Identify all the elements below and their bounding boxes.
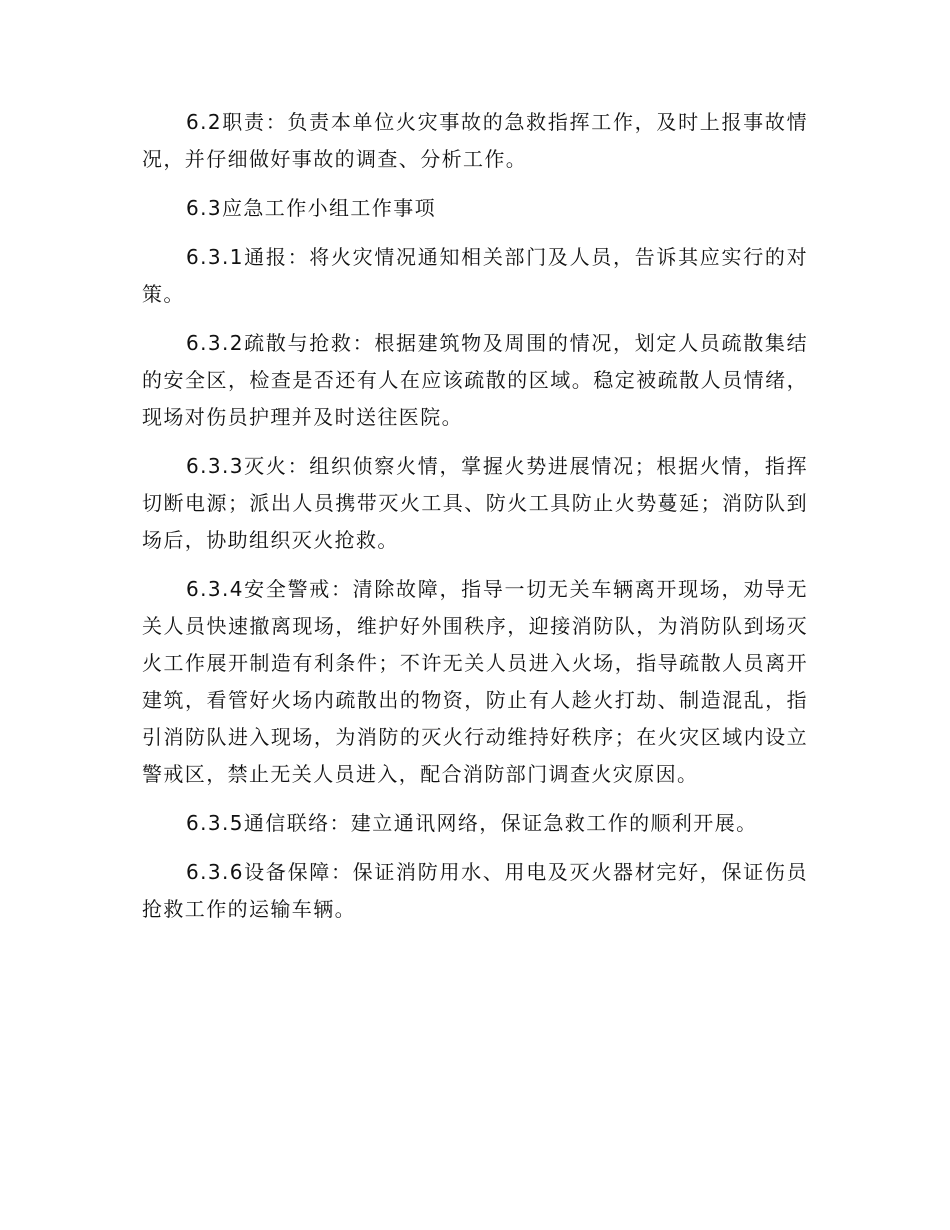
paragraph-6-3-4-security: 6.3.4安全警戒：清除故障，指导一切无关车辆离开现场，劝导无关人员快速撤离现场，维护好外围秩序，迎接消防队，为消防队到场灭火工作展开制造有利条件；不许无关人员进入火场，指导疏散人员离开建筑，看管好火场内疏散出的物资，防止有人趁火打劫、制造混乱，指引消防队进入现场，为消防的灭火行动维持好秩序；在火灾区域内设立警戒区，禁止无关人员进入，配合消防部门调查火灾原因。 xyxy=(142,577,808,786)
paragraph-6-3-heading: 6.3应急工作小组工作事项 xyxy=(186,196,437,220)
document-body xyxy=(142,104,808,940)
paragraph-6-3-3-firefighting: 6.3.3灭火：组织侦察火情，掌握火势进展情况；根据火情，指挥切断电源；派出人员携带灭火工具、防火工具防止火势蔓延；消防队到场后，协助组织灭火抢救。 xyxy=(142,454,808,552)
paragraph-6-2-duties: 6.2职责：负责本单位火灾事故的急救指挥工作，及时上报事故情况，并仔细做好事故的调查、分析工作。 xyxy=(142,110,808,171)
paragraph-6-3-1-notification: 6.3.1通报：将火灾情况通知相关部门及人员，告诉其应实行的对策。 xyxy=(142,245,808,306)
paragraph-6-3-2-evacuation: 6.3.2疏散与抢救：根据建筑物及周围的情况，划定人员疏散集结的安全区，检查是否还有人在应该疏散的区域。稳定被疏散人员情绪，现场对伤员护理并及时送往医院。 xyxy=(142,331,808,429)
paragraph-6-3-5-communication: 6.3.5通信联络：建立通讯网络，保证急救工作的顺利开展。 xyxy=(186,811,758,835)
paragraph-6-3-6-equipment: 6.3.6设备保障：保证消防用水、用电及灭火器材完好，保证伤员抢救工作的运输车辆。 xyxy=(142,860,808,921)
